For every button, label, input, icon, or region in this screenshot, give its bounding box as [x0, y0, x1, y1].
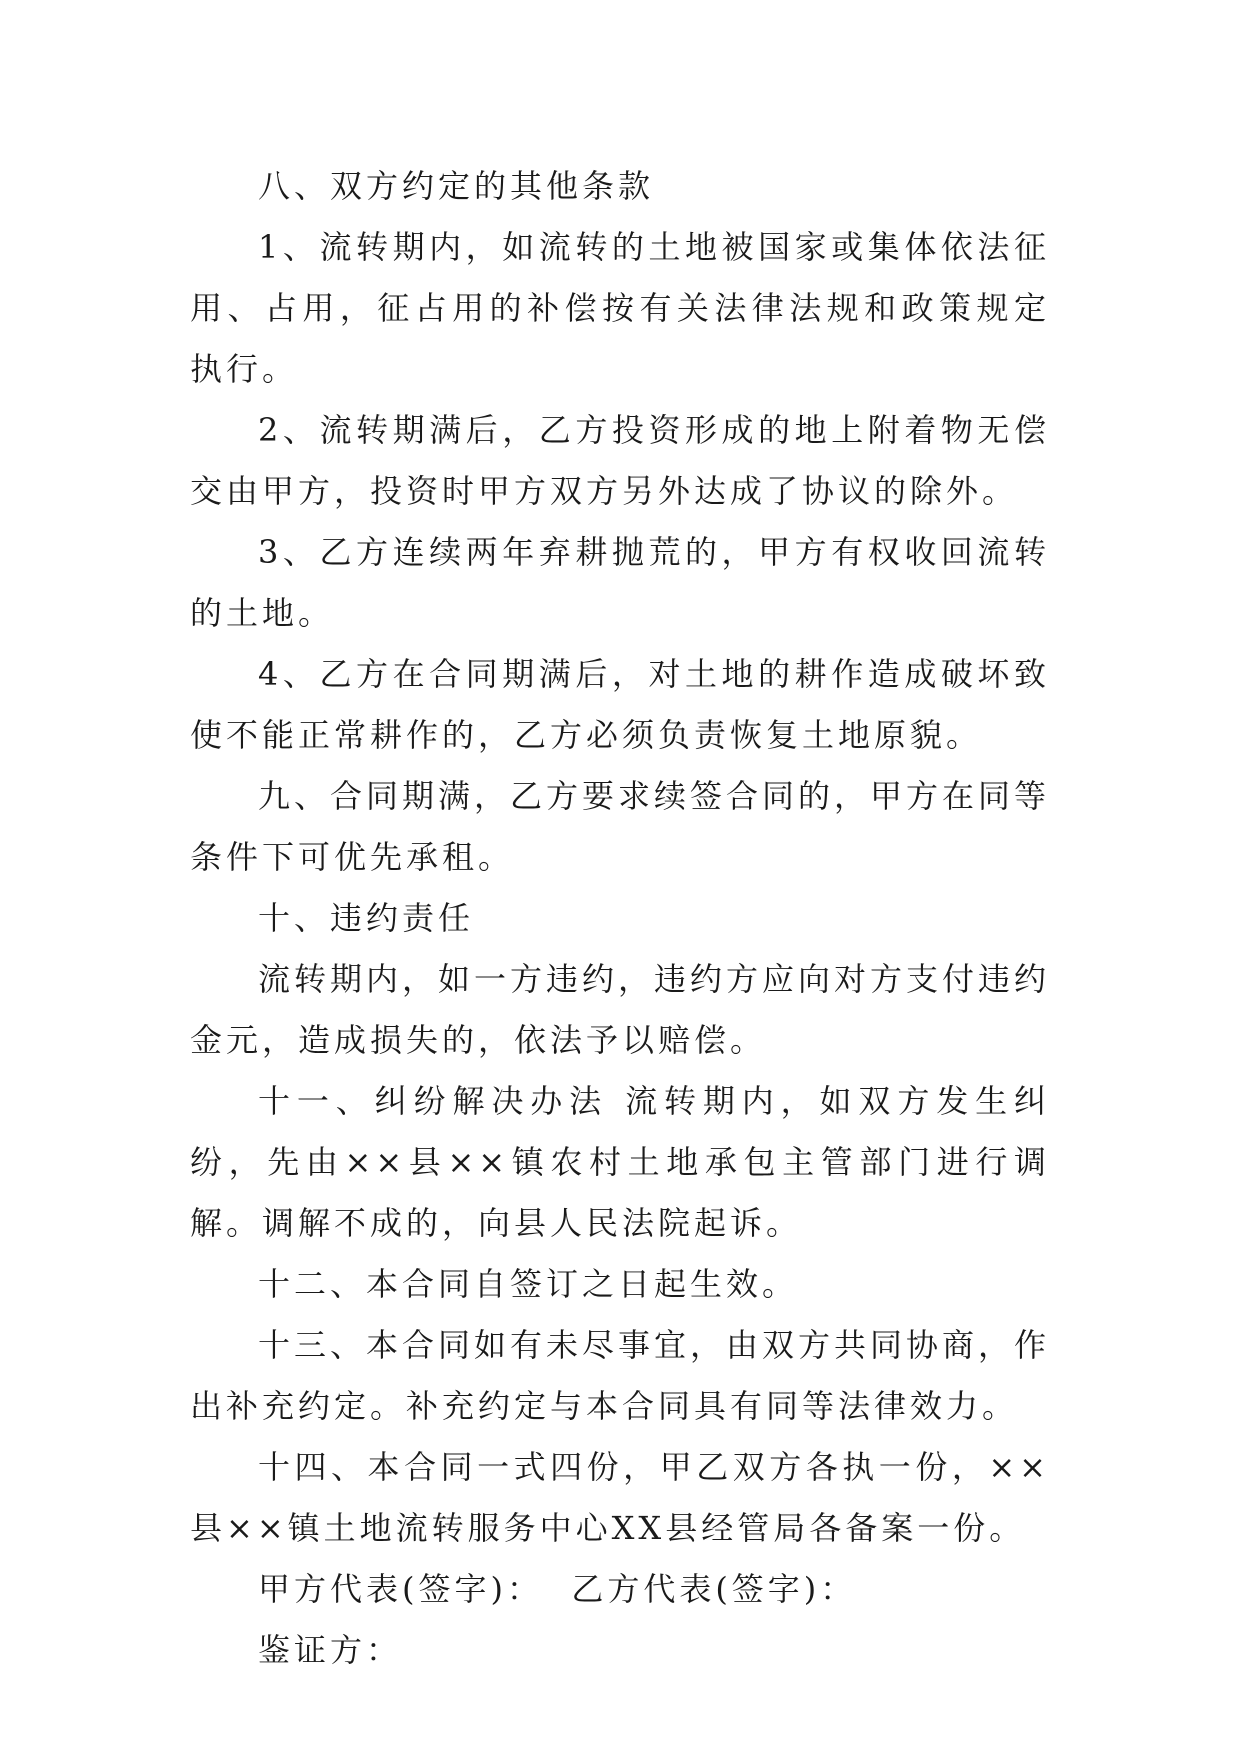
section-8-heading: 八、双方约定的其他条款: [258, 167, 655, 205]
section-9: 九、合同期满，乙方要求续签合同的，甲方在同等条件下可优先承租。: [190, 777, 1051, 876]
clause-8-1: 1、流转期内，如流转的土地被国家或集体依法征用、占用，征占用的补偿按有关法律法规和政策规定执行。: [190, 228, 1050, 388]
section-13: 十三、本合同如有未尽事宜，由双方共同协商，作出补充约定。补充约定与本合同具有同等法律效力。: [190, 1326, 1051, 1425]
section-11: 十一、纠纷解决办法 流转期内，如双方发生纠纷，先由××县××镇农村土地承包主管部门进行调解。调解不成的，向县人民法院起诉。: [190, 1082, 1050, 1242]
section-12: 十二、本合同自签订之日起生效。: [258, 1265, 799, 1303]
clause-10-text: 流转期内，如一方违约，违约方应向对方支付违约金元，造成损失的，依法予以赔偿。: [190, 960, 1051, 1059]
section-10-heading: 十、违约责任: [258, 899, 475, 937]
clause-8-4: 4、乙方在合同期满后，对土地的耕作造成破坏致使不能正常耕作的，乙方必须负责恢复土地原貌。: [190, 655, 1050, 754]
clause-8-2: 2、流转期满后，乙方投资形成的地上附着物无偿交由甲方，投资时甲方双方另外达成了协议的除外。: [190, 411, 1050, 510]
witness-line: 鉴证方：: [258, 1631, 403, 1669]
section-14: 十四、本合同一式四份，甲乙双方各执一份，××县××镇土地流转服务中心XX县经管局各备案一份。: [190, 1448, 1050, 1547]
signature-line: 甲方代表(签字)： 乙方代表(签字)：: [258, 1570, 857, 1608]
document-body: [190, 156, 1050, 1681]
clause-8-3: 3、乙方连续两年弃耕抛荒的，甲方有权收回流转的土地。: [190, 533, 1050, 632]
